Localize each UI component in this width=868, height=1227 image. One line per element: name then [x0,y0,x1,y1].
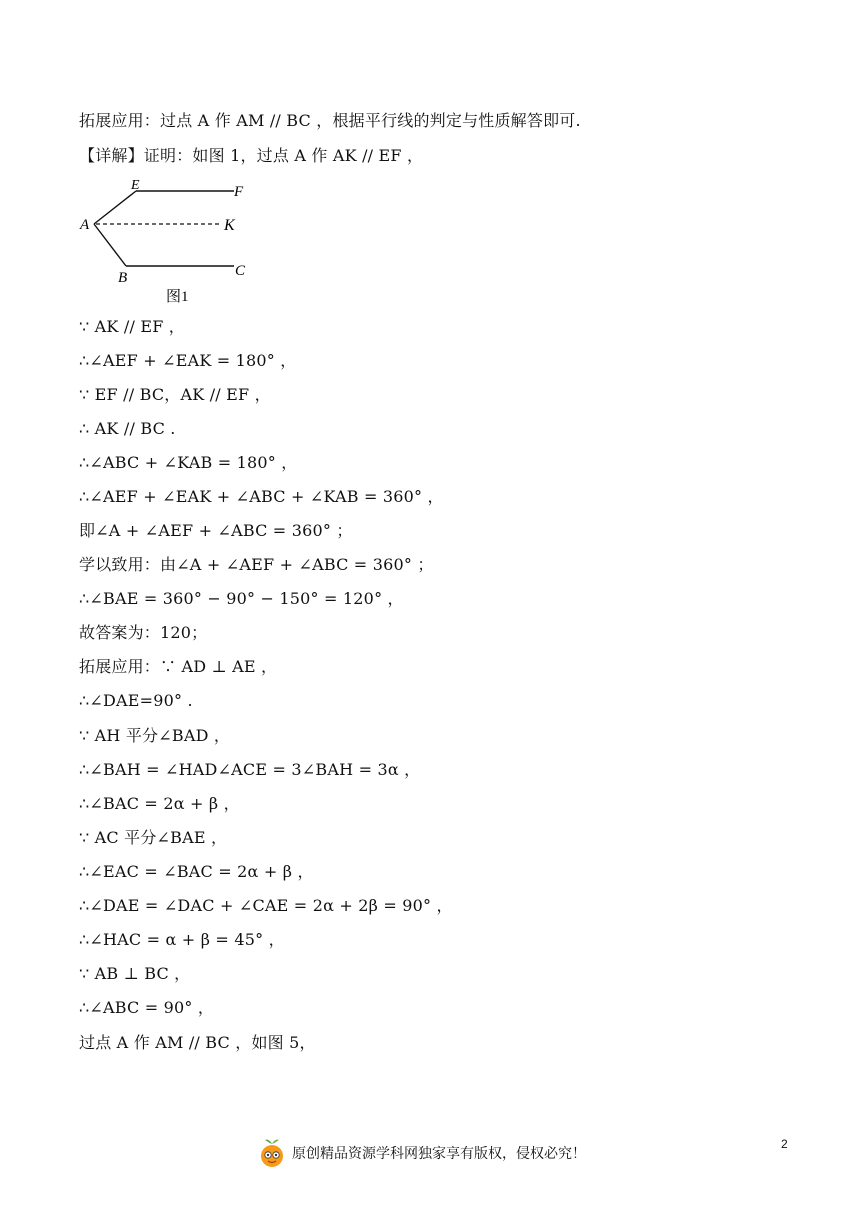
segment-ab [94,224,126,266]
label-f: F [234,184,244,200]
text-line: ∵ AC 平分∠BAE ， [79,828,228,847]
text-line: ∴∠BAC = 2α + β ， [79,794,240,813]
text-line: ∴∠ABC = 90° ， [79,998,215,1017]
label-k: K [224,217,235,234]
text-line: ∴∠EAC = ∠BAC = 2α + β ， [79,862,314,881]
footer-copyright-text: 原创精品资源学科网独家享有版权，侵权必究！ [292,1146,586,1162]
page-number: 2 [781,1137,788,1151]
text-line: 【详解】证明：如图 1，过点 A 作 AK // EF ， [79,146,424,165]
segment-ea [94,191,136,224]
label-a: A [80,217,90,233]
text-line: 即∠A + ∠AEF + ∠ABC = 360° ； [79,521,353,540]
text-line: ∴∠HAC = α + β = 45° ， [79,930,285,949]
text-line: ∵ EF // BC，AK // EF ， [79,385,271,404]
text-line: ∴∠BAE = 360° − 90° − 150° = 120° ， [79,589,404,608]
text-line: ∴∠ABC + ∠KAB = 180° ， [79,453,298,472]
figure-caption: 图1 [166,289,189,305]
text-line: 拓展应用：∵ AD ⊥ AE ， [79,657,278,676]
text-line: 过点 A 作 AM // BC ，如图 5， [79,1033,316,1052]
text-line: ∴ AK // BC . [79,419,176,438]
text-line: ∵ AH 平分∠BAD ， [79,726,231,745]
text-line: ∴∠AEF + ∠EAK = 180° ， [79,351,297,370]
label-e: E [131,178,140,193]
text-line: ∴∠BAH = ∠HAD∠ACE = 3∠BAH = 3α ， [79,760,421,779]
text-line: ∵ AK // EF ， [79,317,185,336]
label-b: B [118,270,128,286]
footer [258,1136,618,1170]
text-line: ∵ AB ⊥ BC ， [79,964,191,983]
text-line: ∴∠AEF + ∠EAK + ∠ABC + ∠KAB = 360° ， [79,487,444,506]
text-line: 学以致用：由∠A + ∠AEF + ∠ABC = 360° ； [79,555,434,574]
text-line: ∴∠DAE=90° . [79,691,193,710]
text-line: 故答案为：120； [79,623,208,642]
text-line: ∴∠DAE = ∠DAC + ∠CAE = 2α + 2β = 90° ， [79,896,453,915]
orange-logo-icon [258,1138,286,1168]
text-line: 拓展应用：过点 A 作 AM // BC ，根据平行线的判定与性质解答即可. [79,111,581,130]
label-c: C [235,263,246,279]
geometry-figure [76,174,276,308]
